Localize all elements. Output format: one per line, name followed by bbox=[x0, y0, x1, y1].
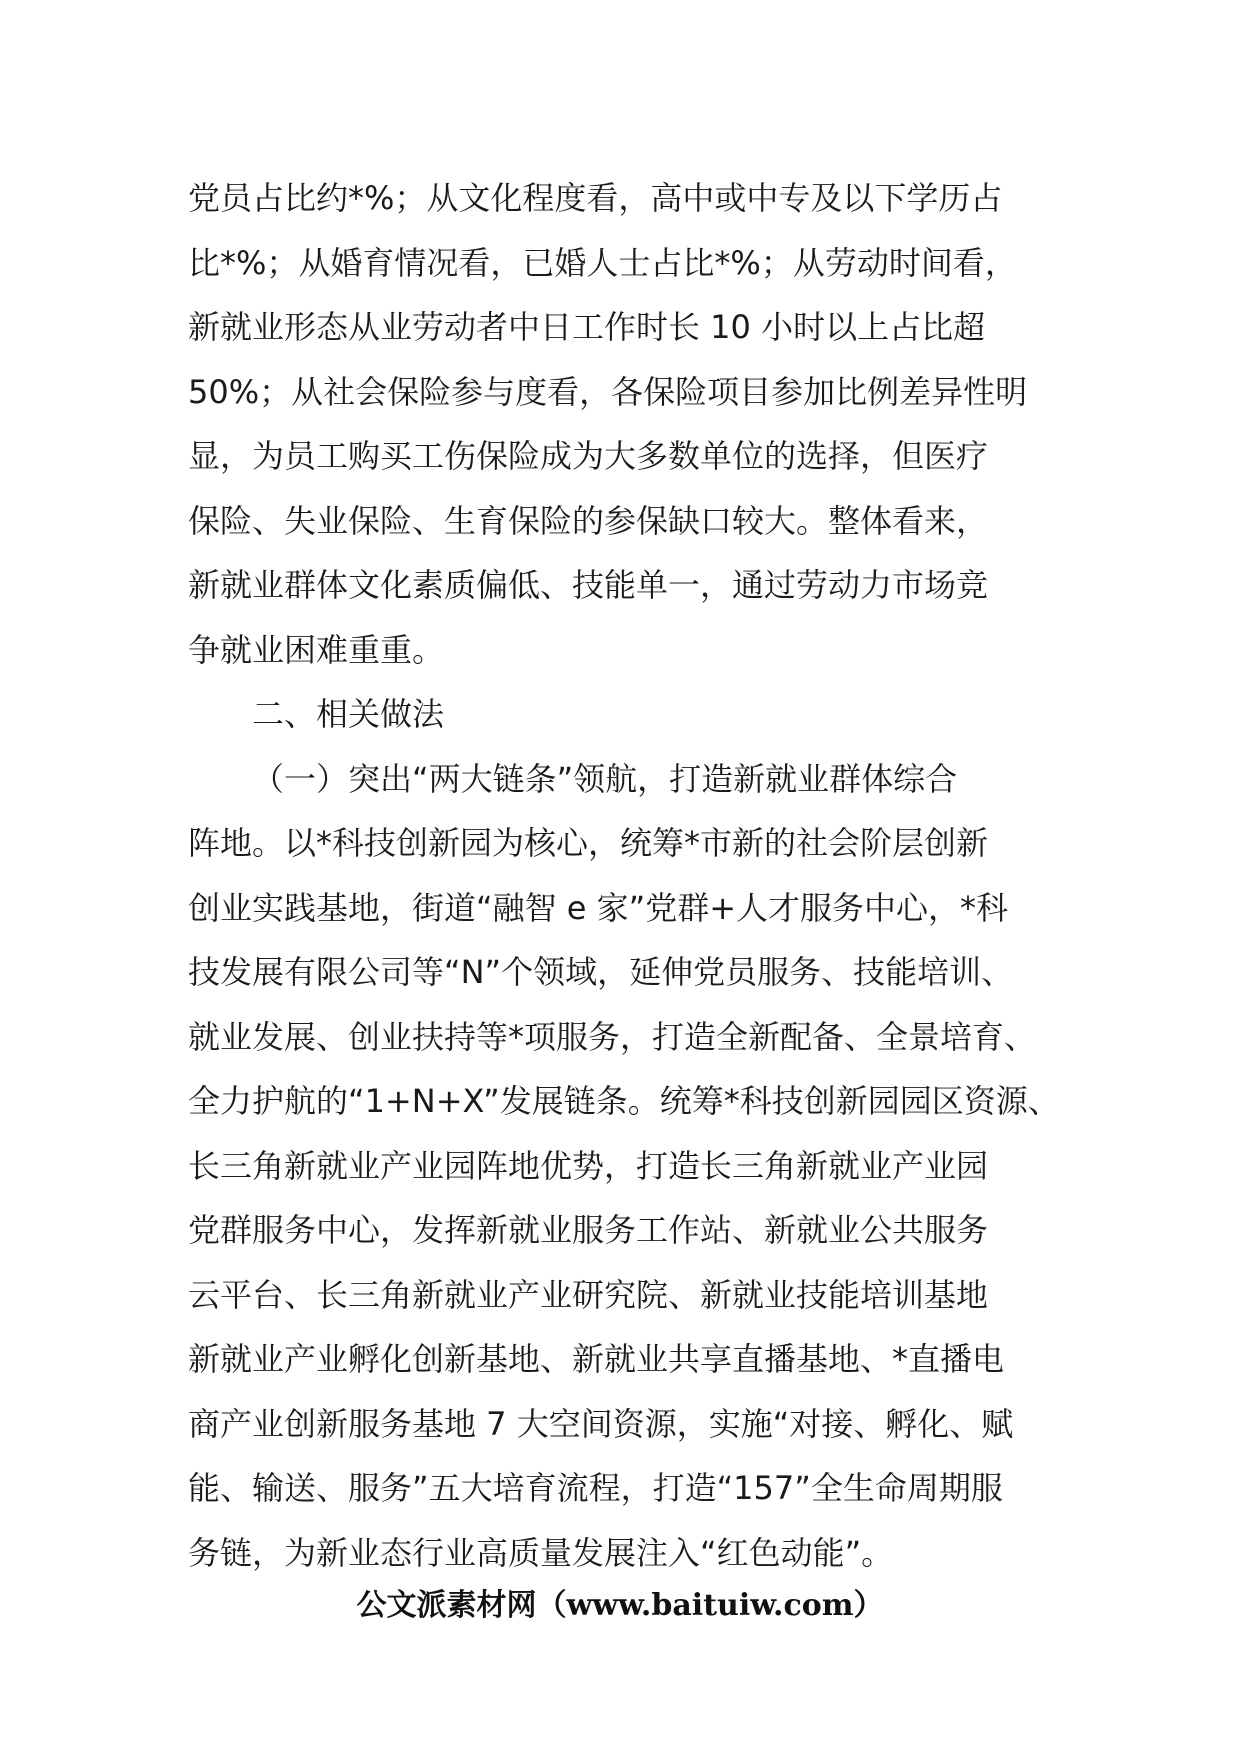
text-line: 务链，为新业态行业高质量发展注入“红色动能”。 bbox=[188, 1533, 894, 1572]
subsection-heading-line: （一）突出“两大链条”领航，打造新就业群体综合 bbox=[252, 759, 958, 798]
text-line: 就业发展、创业扶持等*项服务，打造全新配备、全景培育、 bbox=[188, 1017, 1037, 1056]
text-line: 创业实践基地，街道“融智 e 家”党群+人才服务中心，*科 bbox=[188, 888, 1009, 927]
text-line: 比*%；从婚育情况看，已婚人士占比*%；从劳动时间看， bbox=[188, 243, 1017, 282]
section-heading: 二、相关做法 bbox=[252, 695, 445, 733]
text-line: 新就业群体文化素质偏低、技能单一，通过劳动力市场竞 bbox=[188, 566, 989, 604]
text-line: 商产业创新服务基地 7 大空间资源，实施“对接、孵化、赋 bbox=[188, 1404, 1014, 1443]
text-line: 党群服务中心，发挥新就业服务工作站、新就业公共服务 bbox=[188, 1211, 989, 1249]
text-line: 阵地。以*科技创新园为核心，统筹*市新的社会阶层创新 bbox=[188, 824, 989, 862]
text-line: 新就业产业孵化创新基地、新就业共享直播基地、*直播电 bbox=[188, 1340, 1005, 1378]
text-line: 显，为员工购买工伤保险成为大多数单位的选择，但医疗 bbox=[188, 437, 989, 475]
text-line: 党员占比约*%；从文化程度看，高中或中专及以下学历占 bbox=[188, 179, 1003, 217]
text-line: 云平台、长三角新就业产业研究院、新就业技能培训基地 bbox=[188, 1275, 989, 1314]
text-line: 技发展有限公司等“N”个领域，延伸党员服务、技能培训、 bbox=[188, 953, 1014, 991]
text-line: 新就业形态从业劳动者中日工作时长 10 小时以上占比超 bbox=[188, 308, 986, 346]
text-line: 长三角新就业产业园阵地优势，打造长三角新就业产业园 bbox=[188, 1146, 989, 1185]
text-line: 保险、失业保险、生育保险的参保缺口较大。整体看来， bbox=[188, 501, 989, 540]
text-line: 全力护航的“1+N+X”发展链条。统筹*科技创新园园区资源、 bbox=[188, 1082, 1060, 1120]
text-line: 争就业困难重重。 bbox=[188, 630, 445, 669]
text-line: 50%；从社会保险参与度看，各保险项目参加比例差异性明 bbox=[188, 372, 1028, 411]
footer-watermark: 公文派素材网（www.baituiw.com） bbox=[356, 1588, 884, 1623]
text-line: 能、输送、服务”五大培育流程，打造“157”全生命周期服 bbox=[188, 1469, 1003, 1507]
document-body bbox=[188, 166, 1068, 1585]
